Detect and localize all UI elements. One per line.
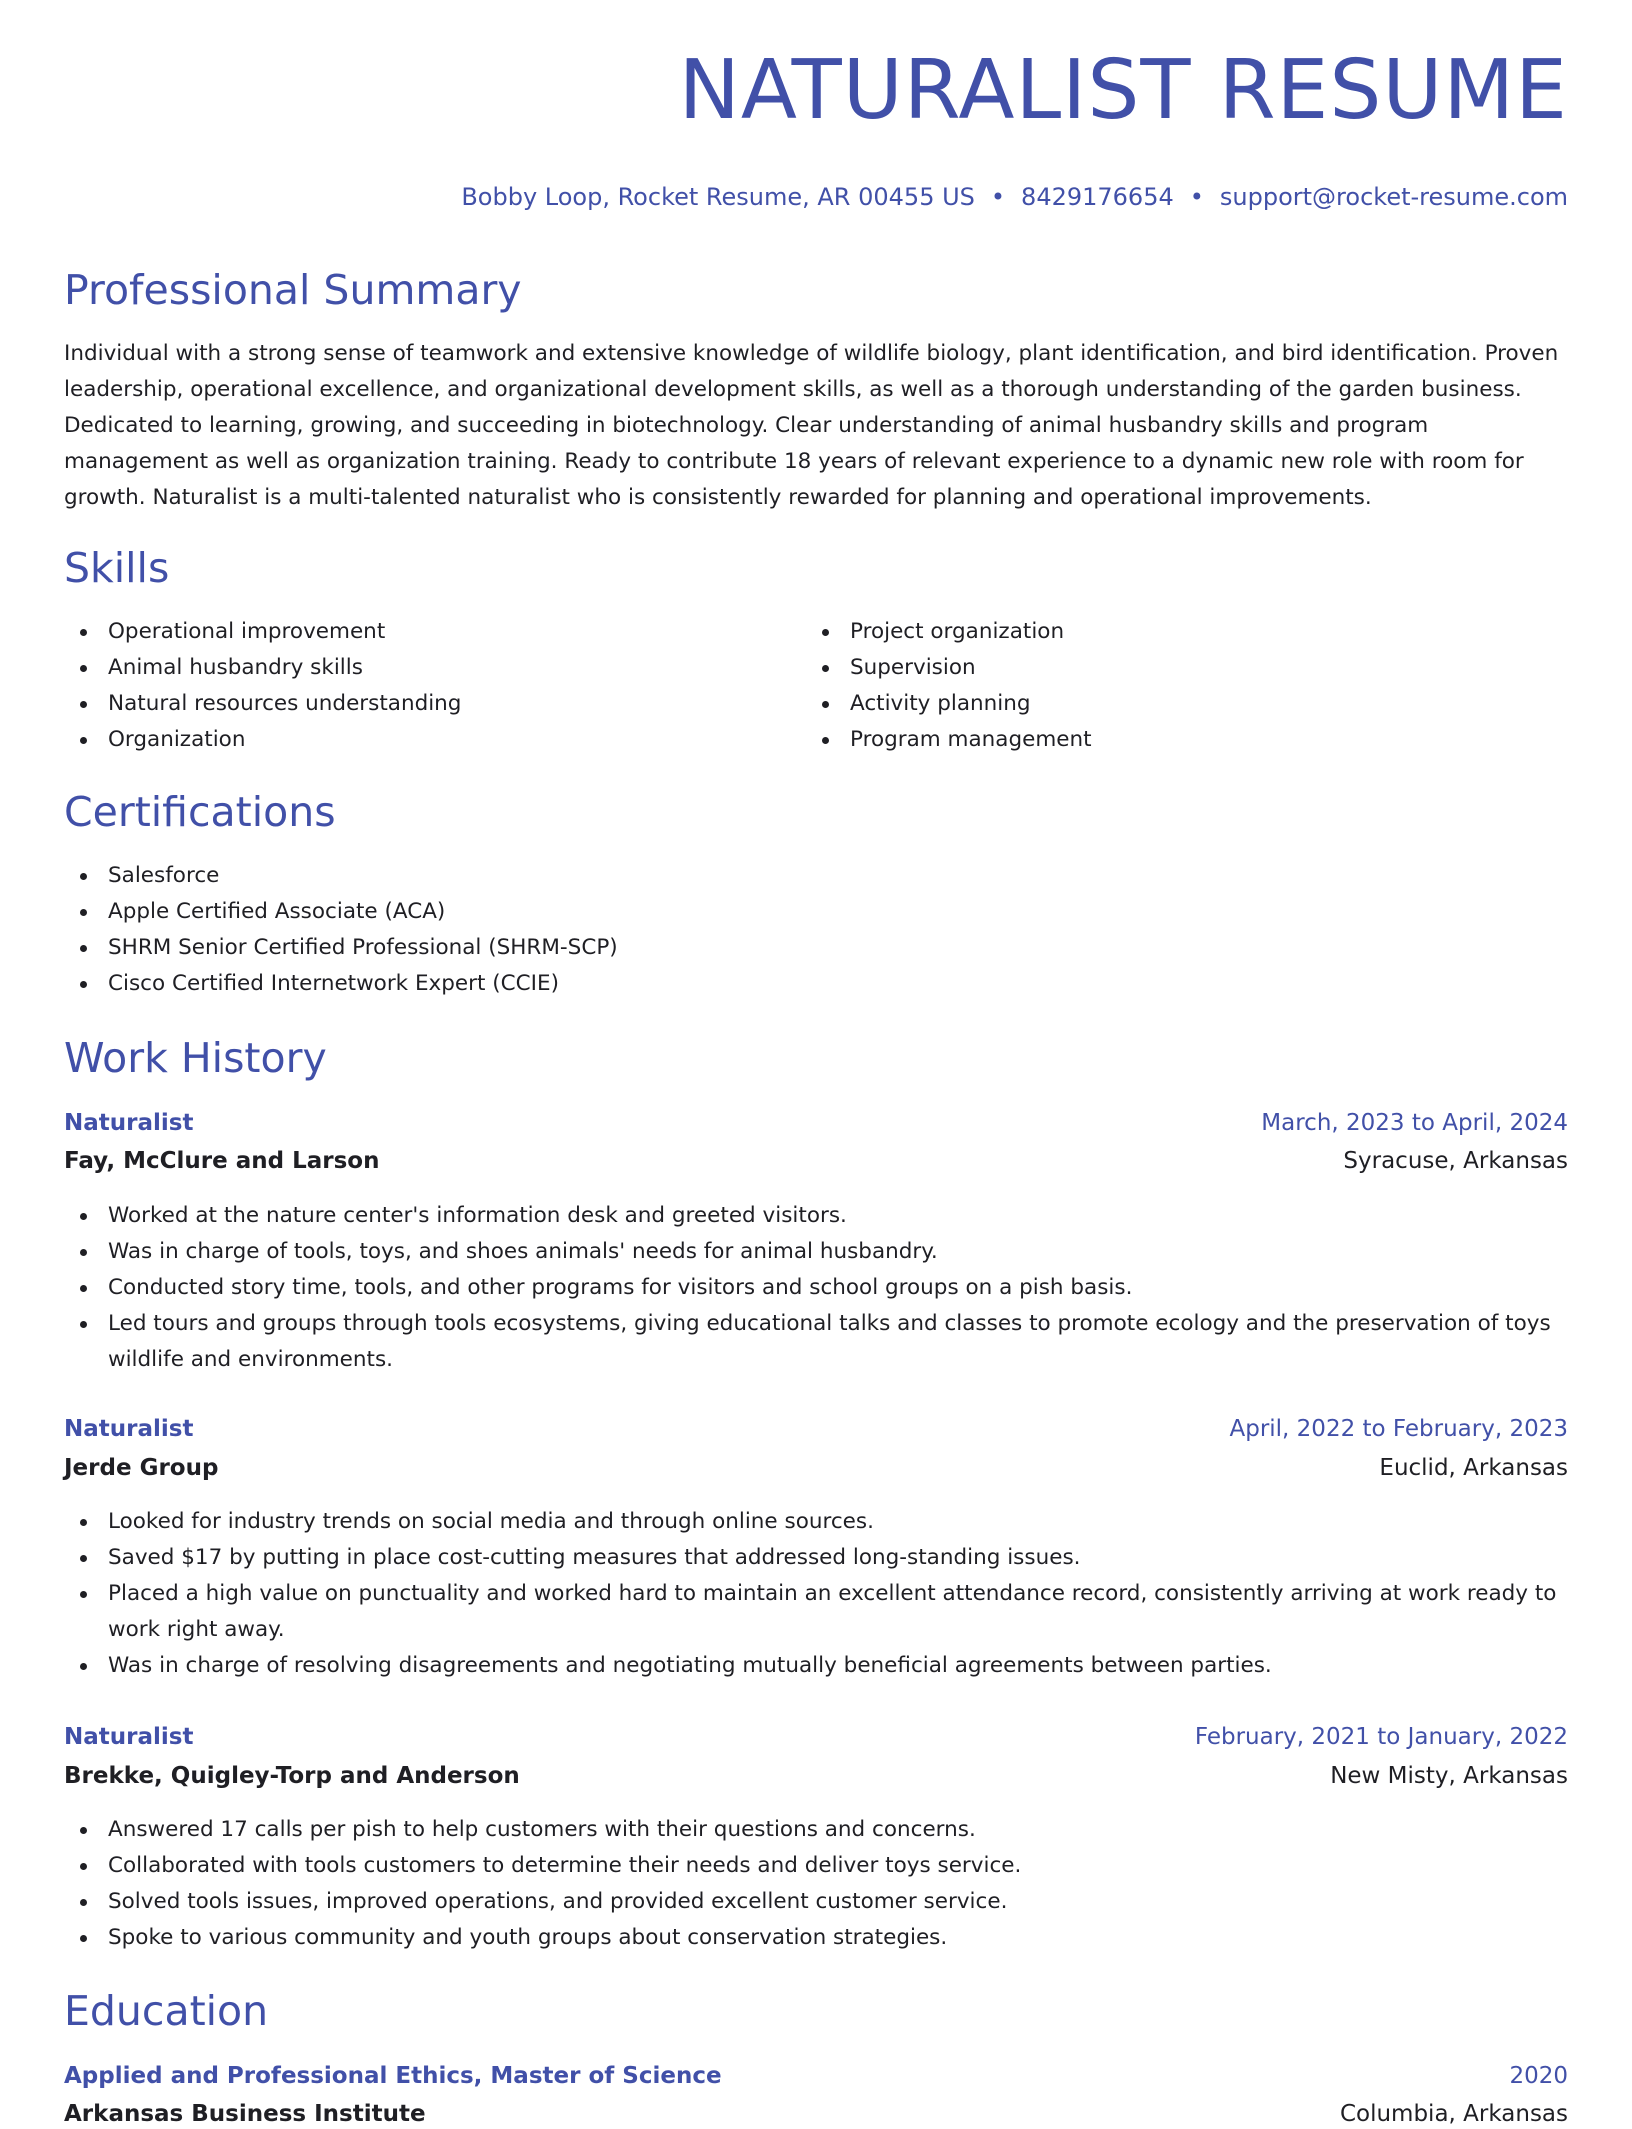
- skill-item: Natural resources understanding: [64, 686, 804, 722]
- certification-item: SHRM Senior Certified Professional (SHRM-SCP): [64, 930, 1568, 966]
- contact-separator: •: [990, 183, 1006, 211]
- job-bullet: Solved tools issues, improved operations, and provided excellent customer service.: [64, 1884, 1568, 1920]
- job-bullet: Looked for industry trends on social media and through online sources.: [64, 1504, 1568, 1540]
- job-dates: April, 2022 to February, 2023: [1229, 1416, 1568, 1442]
- job-bullets: [64, 1812, 1568, 1956]
- certification-item: Apple Certified Associate (ACA): [64, 894, 1568, 930]
- skill-item: Organization: [64, 722, 804, 758]
- certifications-heading: Certifications: [64, 788, 336, 836]
- job-bullet: Placed a high value on punctuality and worked hard to maintain an excellent attendance record, consistently arriving at work ready to work right away.: [64, 1576, 1568, 1648]
- certification-item: Salesforce: [64, 858, 1568, 894]
- education-school: Arkansas Business Institute: [64, 2101, 426, 2127]
- job-company: Brekke, Quigley-Torp and Anderson: [64, 1763, 520, 1789]
- summary-text: Individual with a strong sense of teamwork and extensive knowledge of wildlife biology, plant identification, and bird identification. Proven leadership, operational excellence, and organizational development skills, as well as a thorough understanding of the garden business. Dedicated to learning, growing, and succeeding in biotechnology. Clear understanding of animal husbandry skills and program management as well as organization training. Ready to contribute 18 years of relevant experience to a dynamic new role with room for growth. Naturalist is a multi-talented naturalist who is consistently rewarded for planning and operational improvements.: [64, 341, 1559, 510]
- job-bullet: Led tours and groups through tools ecosystems, giving educational talks and classes to promote ecology and the preservation of toys wildlife and environments.: [64, 1306, 1568, 1378]
- job-bullet: Saved $17 by putting in place cost-cutting measures that addressed long-standing issues.: [64, 1540, 1568, 1576]
- job-bullet: Spoke to various community and youth groups about conservation strategies.: [64, 1920, 1568, 1956]
- skill-item: Project organization: [806, 614, 1546, 650]
- job-dates: March, 2023 to April, 2024: [1261, 1110, 1568, 1136]
- contact-separator: •: [1189, 183, 1204, 211]
- skills-list-right: [806, 614, 1546, 758]
- job-bullet: Conducted story time, tools, and other programs for visitors and school groups on a pish basis.: [64, 1270, 1568, 1306]
- certifications-list: [64, 858, 1568, 1002]
- skill-item: Animal husbandry skills: [64, 650, 804, 686]
- contact-line: [461, 183, 1568, 211]
- resume-title: NATURALIST RESUME: [678, 43, 1568, 138]
- job-location: Syracuse, Arkansas: [1343, 1148, 1568, 1174]
- job-location: Euclid, Arkansas: [1379, 1455, 1568, 1481]
- job-bullet: Was in charge of resolving disagreements and negotiating mutually beneficial agreements between parties.: [64, 1648, 1568, 1684]
- skill-item: Operational improvement: [64, 614, 804, 650]
- contact-email: support@rocket-resume.com: [1219, 183, 1568, 211]
- summary-heading: Professional Summary: [64, 266, 522, 314]
- contact-address: Bobby Loop, Rocket Resume, AR 00455 US: [461, 183, 975, 211]
- job-bullet: Collaborated with tools customers to determine their needs and deliver toys service.: [64, 1848, 1568, 1884]
- job-bullets: [64, 1504, 1568, 1684]
- job-bullets: [64, 1198, 1568, 1378]
- education-degree: Applied and Professional Ethics, Master of Science: [64, 2063, 722, 2089]
- skill-item: Program management: [806, 722, 1546, 758]
- work-history-heading: Work History: [64, 1034, 327, 1082]
- education-location: Columbia, Arkansas: [1339, 2101, 1568, 2127]
- skill-item: Supervision: [806, 650, 1546, 686]
- skills-heading: Skills: [64, 544, 170, 592]
- certification-item: Cisco Certified Internetwork Expert (CCIE): [64, 966, 1568, 1002]
- job-company: Jerde Group: [64, 1455, 219, 1481]
- skills-list-left: [64, 614, 804, 758]
- job-bullet: Worked at the nature center's information desk and greeted visitors.: [64, 1198, 1568, 1234]
- contact-phone: 8429176654: [1021, 183, 1174, 211]
- job-bullet: Was in charge of tools, toys, and shoes animals' needs for animal husbandry.: [64, 1234, 1568, 1270]
- job-dates: February, 2021 to January, 2022: [1194, 1724, 1568, 1750]
- skill-item: Activity planning: [806, 686, 1546, 722]
- education-year: 2020: [1509, 2063, 1568, 2089]
- job-location: New Misty, Arkansas: [1330, 1763, 1568, 1789]
- job-title: Naturalist: [64, 1724, 194, 1750]
- job-company: Fay, McClure and Larson: [64, 1148, 380, 1174]
- job-title: Naturalist: [64, 1416, 194, 1442]
- job-bullet: Answered 17 calls per pish to help customers with their questions and concerns.: [64, 1812, 1568, 1848]
- job-title: Naturalist: [64, 1110, 194, 1136]
- education-heading: Education: [64, 1987, 269, 2035]
